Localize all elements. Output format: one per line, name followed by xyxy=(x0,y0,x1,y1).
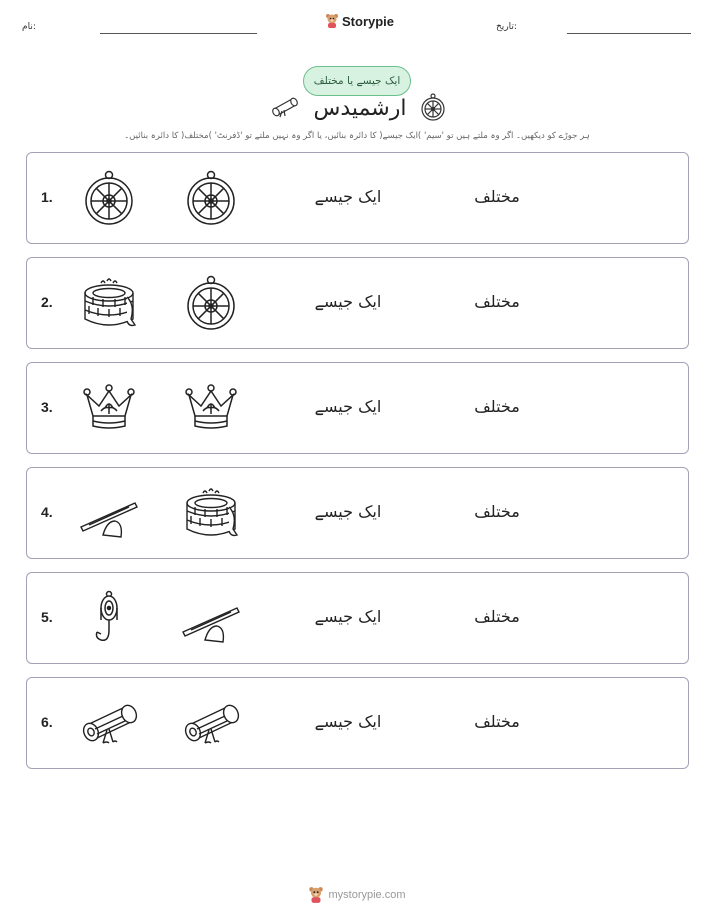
well-icon xyxy=(79,275,139,333)
row-number: 3. xyxy=(41,399,53,415)
brand-name: Storypie xyxy=(342,13,395,29)
lever-icon xyxy=(79,485,139,543)
brand-logo xyxy=(325,13,394,29)
scroll-icon xyxy=(268,95,300,121)
different-option[interactable]: مختلف xyxy=(474,607,520,626)
pair-row-5 xyxy=(26,572,689,664)
name-line xyxy=(100,33,257,34)
row-number: 6. xyxy=(41,714,53,730)
pulley-icon xyxy=(79,590,139,648)
title-row xyxy=(0,93,714,123)
bear-icon xyxy=(308,886,324,904)
footer xyxy=(0,886,714,904)
scroll-icon xyxy=(181,695,241,753)
crown-icon xyxy=(79,380,139,438)
scroll-icon xyxy=(79,695,139,753)
same-option[interactable]: ایک جیسے xyxy=(314,187,382,206)
same-option[interactable]: ایک جیسے xyxy=(314,397,382,416)
lever-icon xyxy=(181,590,241,648)
row-number: 2. xyxy=(41,294,53,310)
footer-url[interactable]: mystorypie.com xyxy=(328,889,406,901)
pair-row-4 xyxy=(26,467,689,559)
compass-icon xyxy=(181,275,241,333)
different-option[interactable]: مختلف xyxy=(474,502,520,521)
same-option[interactable]: ایک جیسے xyxy=(314,292,382,311)
same-option[interactable]: ایک جیسے xyxy=(314,712,382,731)
crown-icon xyxy=(181,380,241,438)
row-number: 1. xyxy=(41,189,53,205)
date-label: تاریخ: xyxy=(496,22,517,32)
same-option[interactable]: ایک جیسے xyxy=(314,502,382,521)
different-option[interactable]: مختلف xyxy=(474,187,520,206)
pair-row-6 xyxy=(26,677,689,769)
worksheet-type-badge: ایک جیسے یا مختلف xyxy=(303,66,411,96)
same-option[interactable]: ایک جیسے xyxy=(314,607,382,626)
well-icon xyxy=(181,485,241,543)
name-label: نام: xyxy=(22,22,36,32)
bear-icon xyxy=(325,13,339,29)
pair-row-2 xyxy=(26,257,689,349)
compass-icon xyxy=(181,170,241,228)
row-number: 4. xyxy=(41,504,53,520)
compass-icon xyxy=(420,93,446,123)
different-option[interactable]: مختلف xyxy=(474,712,520,731)
date-line xyxy=(567,33,691,34)
pair-row-3 xyxy=(26,362,689,454)
different-option[interactable]: مختلف xyxy=(474,397,520,416)
compass-icon xyxy=(79,170,139,228)
instructions: ہر جوڑے کو دیکھیں۔ اگر وہ ملتے ہیں تو 'سیم' )ایک جیسے( کا دائرہ بنائیں، یا اگر وہ نہیں ملتے تو 'ڈفرنٹ' )مختلف( کا دائرہ بنائیں۔ xyxy=(124,131,590,141)
row-number: 5. xyxy=(41,609,53,625)
different-option[interactable]: مختلف xyxy=(474,292,520,311)
page-title: ارشمیدس xyxy=(313,95,407,121)
pair-row-1 xyxy=(26,152,689,244)
